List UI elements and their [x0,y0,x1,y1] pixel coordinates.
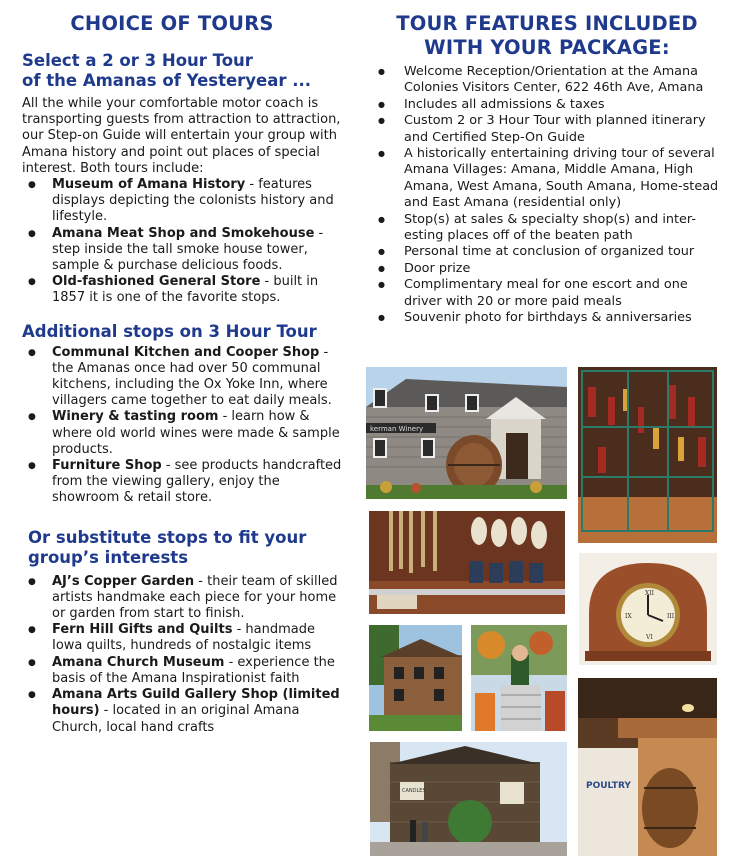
choice-of-tours-title: CHOICE OF TOURS [70,12,274,35]
svg-text:III: III [667,613,675,620]
bullet-icon: ● [378,116,385,126]
bullet-icon: ● [28,690,36,701]
section3-item [22,687,342,736]
bullet-icon: ● [28,347,36,358]
section1-item-name: Museum of Amana History [52,177,246,193]
bullet-icon: ● [28,180,36,191]
feature-text: Door prize [404,260,471,276]
section2-item [22,409,342,458]
bullet-icon: ● [378,214,385,224]
svg-text:VI: VI [646,634,653,641]
copper-garden-photo [471,625,567,731]
section1-item [22,177,342,226]
feature-text: Stop(s) at sales & specialty shop(s) and inter-esting places off of the beaten path [404,211,696,244]
bullet-icon: ● [28,576,36,587]
bullet-icon: ● [28,228,36,239]
section3-item-name: Fern Hill Gifts and Quilts [52,622,233,638]
section2-item-name: Furniture Shop [52,458,162,474]
section3-item-desc: - experience the basis of the Amana Inspirationist faith [52,654,335,686]
features-list [372,64,722,327]
feature-text: Personal time at conclusion of organized tour [404,244,695,260]
section3-heading-line2: group’s interests [28,547,189,567]
feature-item [372,113,722,146]
left-column [22,12,342,736]
bullet-icon: ● [28,625,36,636]
section3-item-desc: - their team of skilled artists handmake each piece for your home or garden from start to finish. [52,573,338,622]
feature-item [372,277,722,310]
section3-item-desc: - handmade Iowa quilts, hundreds of nostalgic items [52,622,315,654]
section3-item [22,574,342,623]
village-street-photo [370,742,567,856]
feature-item [372,64,722,97]
bullet-icon: ● [378,247,385,257]
section1-item-desc: - built in 1857 it is one of the favorite stops. [52,274,319,306]
section1-heading [22,51,342,91]
smokehouse-interior-photo [578,367,717,543]
winery-sign-text: kerman Winery [370,425,424,433]
features-title-line2: WITH YOUR PACKAGE: [424,36,670,59]
features-title [372,12,722,60]
section1-item-name: Amana Meat Shop and Smokehouse [52,225,315,241]
section2-item-desc: - learn how & where old world wines were made & sample products. [52,409,340,457]
right-column [372,12,722,327]
section1-heading-line1: Select a 2 or 3 Hour Tour [22,51,253,70]
section3-item-name: Amana Arts Guild Gallery Shop (limited hours) [52,687,340,719]
feature-item [372,146,722,212]
general-store-interior-photo [578,678,717,856]
feature-item [372,97,722,113]
winery-building-photo [366,367,567,499]
feature-item [372,212,722,245]
feature-text: Souvenir photo for birthdays & anniversaries [404,310,692,326]
general-store-goods-photo [369,511,565,614]
bullet-icon: ● [378,313,385,323]
store-sign-text: CANDLES [402,788,426,794]
section3-item [22,655,342,687]
section1-item-desc: - step inside the tall smoke house tower, sample & purchase delicious foods. [52,225,324,274]
section2-item [22,345,342,410]
section1-intro: All the while your comfortable motor coach is transporting guests from attraction to attraction, our Step-on Guide will entertain your group with Amana history and point out places of special interest. Both tours include: [22,96,341,176]
bullet-icon: ● [28,461,36,472]
feature-text: Includes all admissions & taxes [404,96,605,112]
section3-heading-line1: Or substitute stops to fit your [28,527,307,547]
section2-item-name: Communal Kitchen and Cooper Shop [52,344,320,360]
section3-list [22,574,342,736]
bullet-icon: ● [28,277,36,288]
section3-item-name: Amana Church Museum [52,654,225,670]
section3-heading [22,528,342,568]
section2-item-desc: - the Amanas once had over 50 communal kitchens, including the Ox Yoke Inn, where villagers came together to eat daily meals. [52,344,332,409]
section1-item [22,226,342,275]
section1-item [22,274,342,306]
feature-item [372,244,722,260]
feature-item [372,310,722,326]
bullet-icon: ● [378,99,385,109]
bullet-icon: ● [28,412,36,423]
section1-item-name: Old-fashioned General Store [52,274,261,290]
feature-text: Custom 2 or 3 Hour Tour with planned itinerary and Certified Step-On Guide [404,113,706,145]
bullet-icon: ● [378,263,385,273]
bullet-icon: ● [28,657,36,668]
svg-text:XII: XII [645,590,655,597]
section1-heading-line2: of the Amanas of Yesteryear ... [22,71,312,90]
flour-sack-text: POULTRY [586,781,631,791]
feature-text: Complimentary meal for one escort and one driver with 20 or more paid meals [404,277,688,309]
section1-item-desc: - features displays depicting the colonists history and lifestyle. [52,177,334,225]
bullet-icon: ● [378,67,385,76]
bullet-icon: ● [378,280,385,290]
section1-list [22,177,342,307]
feature-text: A historically entertaining driving tour of several Amana Villages: Amana, Middle Amana, High Amana, West Amana, South Amana, Home-stead and East Amana (residential only) [404,146,719,211]
section2-heading: Additional stops on 3 Hour Tour [22,321,317,341]
features-title-line1: TOUR FEATURES INCLUDED [396,12,698,35]
section3-item [22,622,342,654]
stone-house-photo [369,625,462,731]
section2-item [22,458,342,507]
mantel-clock-photo [579,553,717,665]
feature-text: Welcome Reception/Orientation at the Amana Colonies Visitors Center, 622 46th Ave, Amana [404,64,704,96]
feature-item [372,261,722,277]
section3-item-desc: - located in an original Amana Church, local hand crafts [52,703,300,735]
section2-item-name: Winery & tasting room [52,409,219,425]
section2-item-desc: - see products handcrafted from the viewing gallery, enjoy the showroom & retail store. [52,458,342,506]
svg-text:IX: IX [625,613,632,620]
section3-item-name: AJ’s Copper Garden [52,573,195,589]
bullet-icon: ● [378,149,385,159]
section2-list [22,345,342,507]
